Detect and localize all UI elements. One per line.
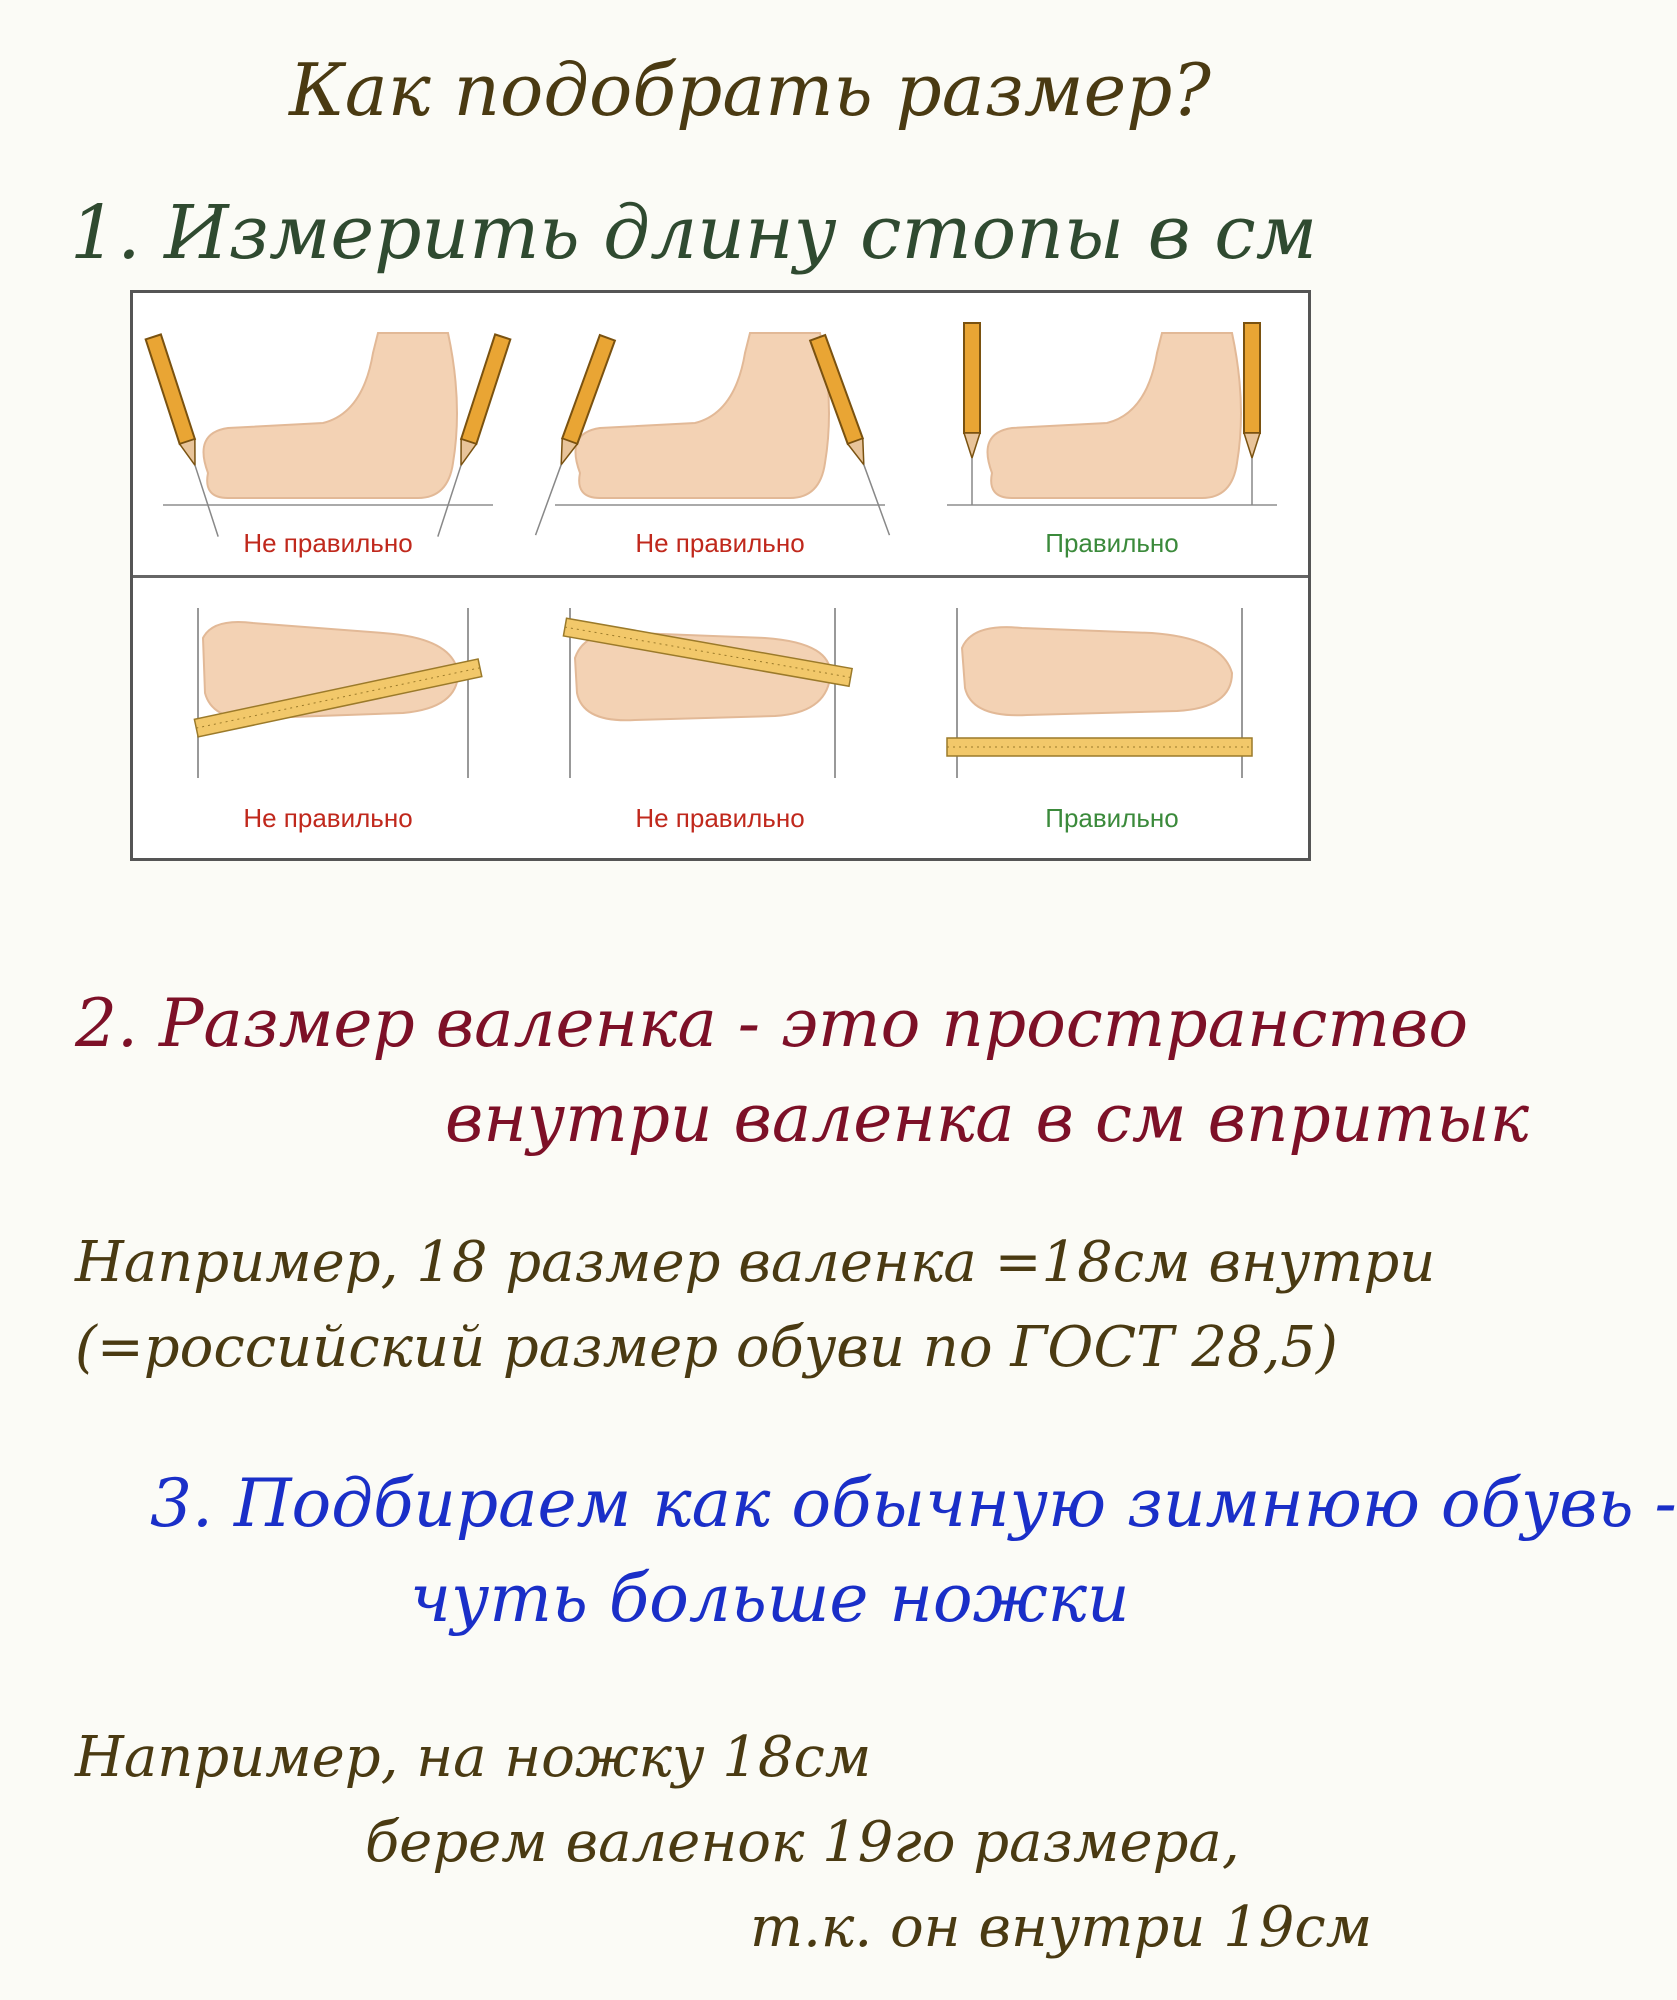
label-wrong: Не правильно	[243, 803, 413, 833]
example2-line1: Например, на ножку 18см	[75, 1725, 872, 1790]
top-view-cell-1	[133, 578, 523, 858]
label-wrong: Не правильно	[243, 528, 413, 558]
label-correct: Правильно	[1045, 803, 1179, 833]
example1-line2: (=российский размер обуви по ГОСТ 28,5)	[75, 1315, 1338, 1380]
page-title: Как подобрать размер?	[289, 48, 1211, 132]
top-view-cell-3	[917, 578, 1307, 858]
side-view-cell-2	[525, 293, 915, 573]
label-wrong: Не правильно	[635, 528, 805, 558]
step3-heading-line2: чуть больше ножки	[410, 1560, 1130, 1637]
label-correct: Правильно	[1045, 528, 1179, 558]
side-view-cell-3	[917, 293, 1307, 573]
example1-line1: Например, 18 размер валенка =18см внутри	[75, 1230, 1436, 1295]
step2-heading-line2: внутри валенка в см впритык	[445, 1080, 1530, 1157]
label-wrong: Не правильно	[635, 803, 805, 833]
example2-line2: берем валенок 19го размера,	[365, 1810, 1240, 1875]
top-view-cell-2	[525, 578, 915, 858]
step1-heading: 1. Измерить длину стопы в см	[70, 190, 1318, 276]
example2-line3: т.к. он внутри 19см	[750, 1895, 1373, 1960]
step2-heading-line1: 2. Размер валенка - это пространство	[75, 985, 1469, 1062]
side-view-cell-1	[133, 293, 523, 573]
step3-heading-line1: 3. Подбираем как обычную зимнюю обувь -	[150, 1465, 1677, 1542]
measurement-illustration	[130, 290, 1311, 861]
